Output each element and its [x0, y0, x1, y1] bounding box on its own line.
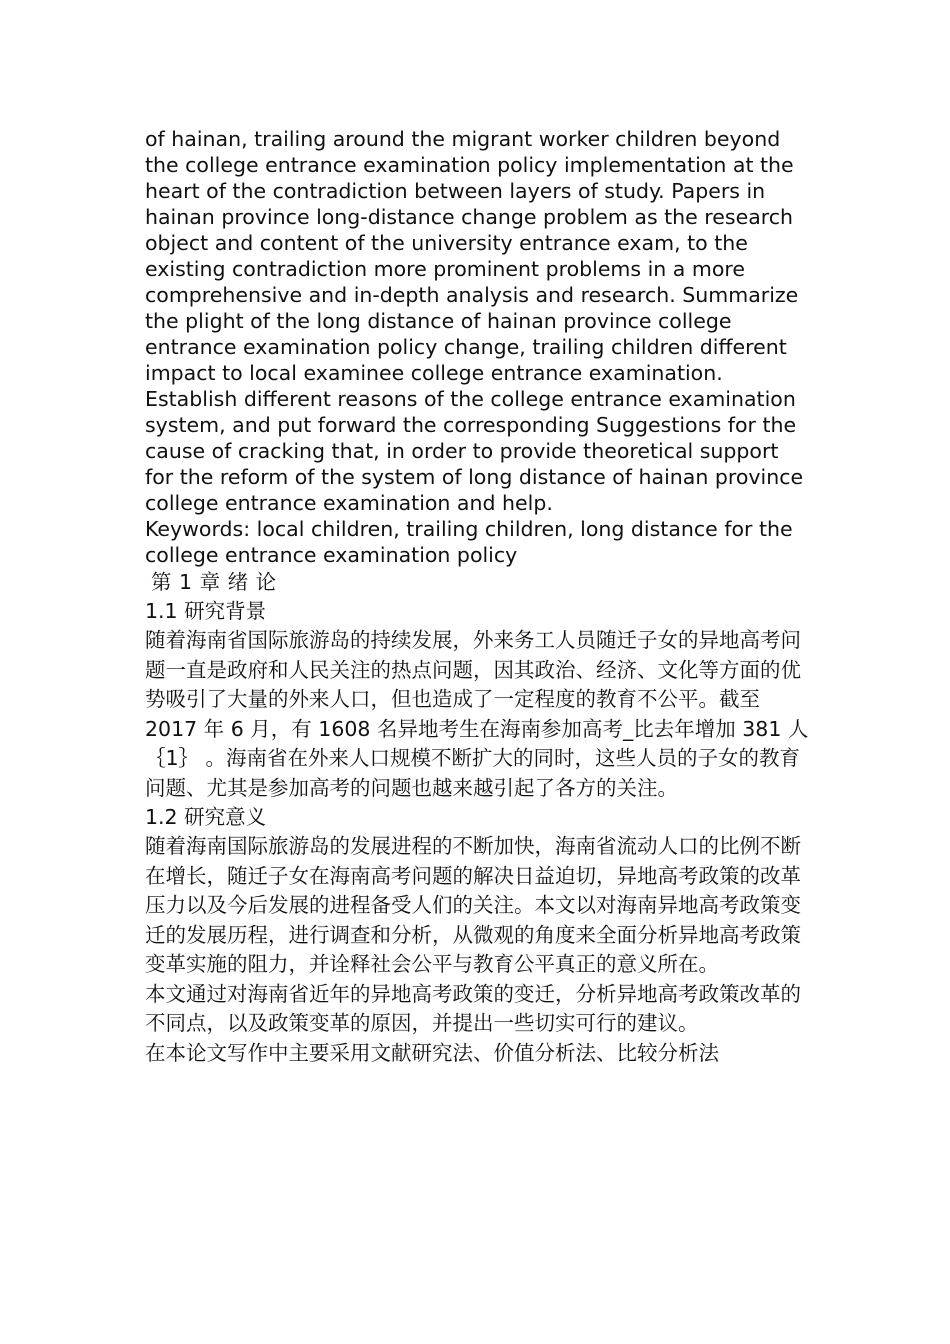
paragraph-significance-2: 本文通过对海南省近年的异地高考政策的变迁，分析异地高考政策改革的不同点，以及政策变革的原因，并提出一些切实可行的建议。: [145, 981, 801, 1035]
paragraph-significance-1: 随着海南国际旅游岛的发展进程的不断加快，海南省流动人口的比例不断在增长，随迁子女在海南高考问题的解决日益迫切，异地高考政策的改革压力以及今后发展的进程备受人们的关注。本文以对海南异地高考政策变迁的发展历程，进行调查和分析，从微观的角度来全面分析异地高考政策变革实施的阻力，并诠释社会公平与教育公平真正的意义所在。: [145, 834, 801, 976]
document-page: [145, 126, 810, 1068]
section-title-significance: 1.2 研究意义: [145, 805, 267, 829]
paragraph-significance-3: 在本论文写作中主要采用文献研究法、价值分析法、比较分析法: [145, 1040, 719, 1065]
paragraph-background: 随着海南省国际旅游岛的持续发展，外来务工人员随迁子女的异地高考问题一直是政府和人民关注的热点问题，因其政治、经济、文化等方面的优势吸引了大量的外来人口，但也造成了一定程度的教育不公平。截至 2017 年 6 月，有 1608 名异地考生在海南参加高考_比去年增加 381 人 ｛1｝ 。海南省在外来人口规模不断扩大的同时，这些人员的子女的教育问题、尤其是参加高考的问题也越来越引起了各方的关注。: [145, 628, 809, 800]
chapter-title: 第 1 章 绪 论: [151, 570, 277, 594]
abstract-keywords: Keywords: local children, trailing children, long distance for the college entrance examination policy: [145, 517, 793, 567]
abstract-english-body: of hainan, trailing around the migrant worker children beyond the college entrance examination policy implementation at the heart of the contradiction between layers of study. Papers in hainan province long-distance change problem as the research object and content of the university entrance exam, to the existing contradiction more prominent problems in a more comprehensive and in-depth analysis and research. Summarize the plight of the long distance of hainan province college entrance examination policy change, trailing children different impact to local examinee college entrance examination. Establish different reasons of the college entrance examination system, and put forward the corresponding Suggestions for the cause of cracking that, in order to provide theoretical support for the reform of the system of long distance of hainan province college entrance examination and help.: [145, 127, 804, 515]
section-title-background: 1.1 研究背景: [145, 599, 267, 623]
